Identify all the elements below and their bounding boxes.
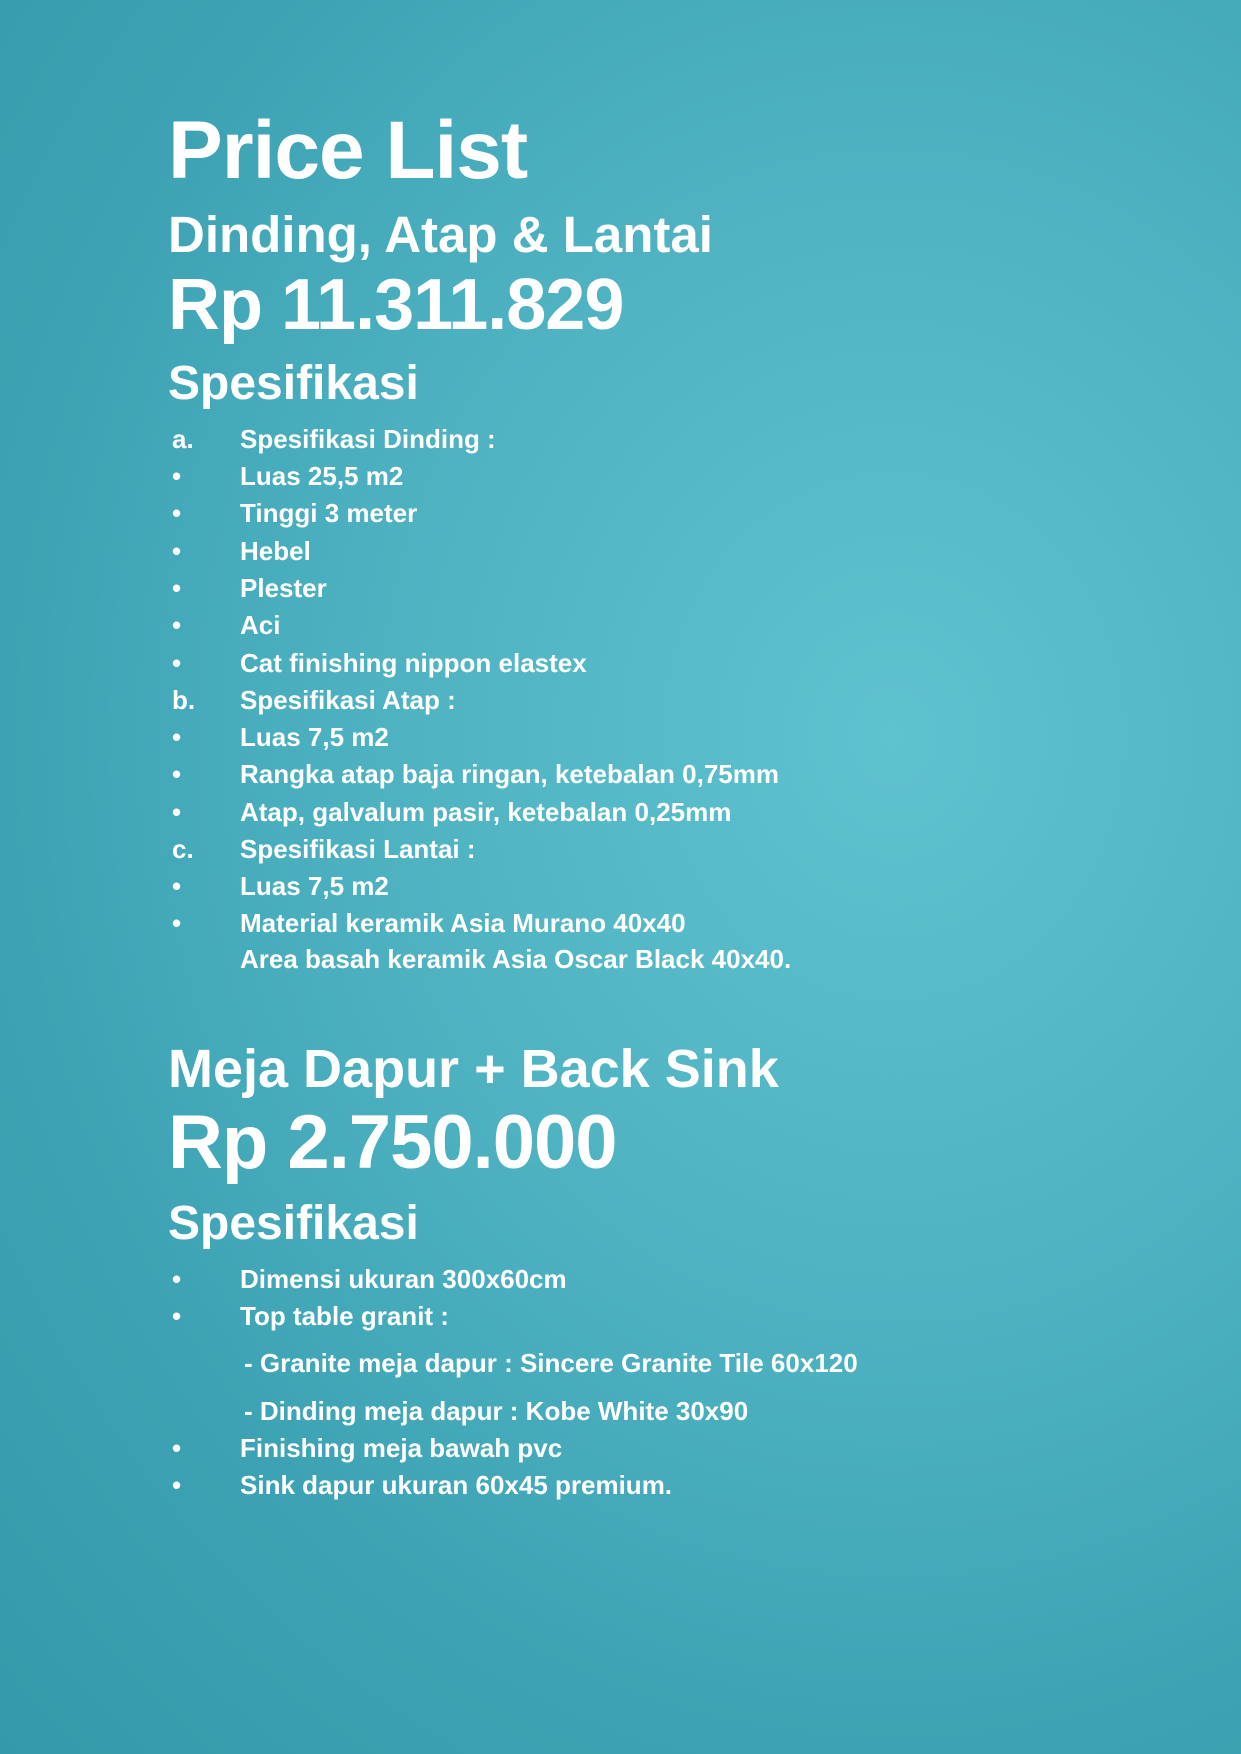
section-meja-dapur-back-sink <box>168 1038 1108 1502</box>
spec-heading: Spesifikasi <box>168 357 419 411</box>
list-item <box>168 1469 1108 1502</box>
list-item <box>168 572 1108 605</box>
list-marker: • <box>172 759 182 790</box>
list-marker: • <box>172 498 182 529</box>
spec-list <box>168 423 1108 976</box>
list-item <box>168 535 1108 568</box>
list-item <box>168 758 1108 791</box>
section-price: Rp 11.311.829 <box>168 264 624 345</box>
list-text: Luas 7,5 m2 <box>240 871 389 902</box>
list-text: Rangka atap baja ringan, ketebalan 0,75mm <box>240 759 779 790</box>
list-item <box>168 721 1108 754</box>
list-text: Spesifikasi Lantai : <box>240 833 476 864</box>
list-text: Sink dapur ukuran 60x45 premium. <box>240 1470 673 1501</box>
list-marker: a. <box>172 423 194 454</box>
list-item <box>168 870 1108 903</box>
list-item <box>168 1300 1108 1428</box>
list-marker: • <box>172 1263 182 1294</box>
section-dinding-atap-lantai <box>168 206 1108 976</box>
page-title: Price List <box>168 105 528 196</box>
list-text: Spesifikasi Dinding : <box>240 423 496 454</box>
list-marker: • <box>172 1470 182 1501</box>
list-text: Tinggi 3 meter <box>240 498 418 529</box>
list-item <box>168 423 1108 456</box>
list-text: Finishing meja bawah pvc <box>240 1432 563 1463</box>
section-price: Rp 2.750.000 <box>168 1100 617 1186</box>
spec-list <box>168 1263 1108 1503</box>
list-marker: • <box>172 461 182 492</box>
list-marker: • <box>172 871 182 902</box>
list-item <box>168 907 1108 976</box>
list-text: Luas 25,5 m2 <box>240 461 404 492</box>
list-marker: • <box>172 796 182 827</box>
list-marker: • <box>172 908 182 939</box>
list-text: Hebel <box>240 535 311 566</box>
list-marker: • <box>172 535 182 566</box>
list-item <box>168 1263 1108 1296</box>
list-item <box>168 833 1108 866</box>
list-item <box>168 796 1108 829</box>
list-text: Aci <box>240 610 281 641</box>
list-text-sub: Area basah keramik Asia Oscar Black 40x40. <box>240 943 792 974</box>
list-item <box>168 460 1108 493</box>
list-item <box>168 647 1108 680</box>
list-text: Luas 7,5 m2 <box>240 722 389 753</box>
list-marker: • <box>172 647 182 678</box>
list-item <box>168 1432 1108 1465</box>
list-text: Plester <box>240 573 327 604</box>
section-heading: Meja Dapur + Back Sink <box>168 1038 779 1099</box>
list-marker: • <box>172 1301 182 1331</box>
list-marker: • <box>172 1432 182 1463</box>
list-text-main: Top table granit : <box>240 1301 449 1331</box>
list-item <box>168 684 1108 717</box>
spec-heading: Spesifikasi <box>168 1197 419 1251</box>
list-text <box>240 907 1108 976</box>
list-text <box>240 1300 1108 1428</box>
list-text: Atap, galvalum pasir, ketebalan 0,25mm <box>240 796 732 827</box>
list-marker: b. <box>172 684 196 715</box>
list-text-detail-2: - Dinding meja dapur : Kobe White 30x90 <box>244 1395 749 1426</box>
section-spacer <box>168 980 1108 1038</box>
list-text-detail-1: - Granite meja dapur : Sincere Granite Tile 60x120 <box>244 1348 858 1379</box>
list-item <box>168 609 1108 642</box>
list-text: Dimensi ukuran 300x60cm <box>240 1263 567 1294</box>
content-container <box>168 105 1108 1506</box>
list-text: Cat finishing nippon elastex <box>240 647 587 678</box>
list-marker: • <box>172 722 182 753</box>
section-heading: Dinding, Atap & Lantai <box>168 206 713 264</box>
list-item <box>168 497 1108 530</box>
list-marker: • <box>172 610 182 641</box>
list-marker: • <box>172 573 182 604</box>
list-text: Spesifikasi Atap : <box>240 684 456 715</box>
list-marker: c. <box>172 833 194 864</box>
list-text-main: Material keramik Asia Murano 40x40 <box>240 908 686 939</box>
